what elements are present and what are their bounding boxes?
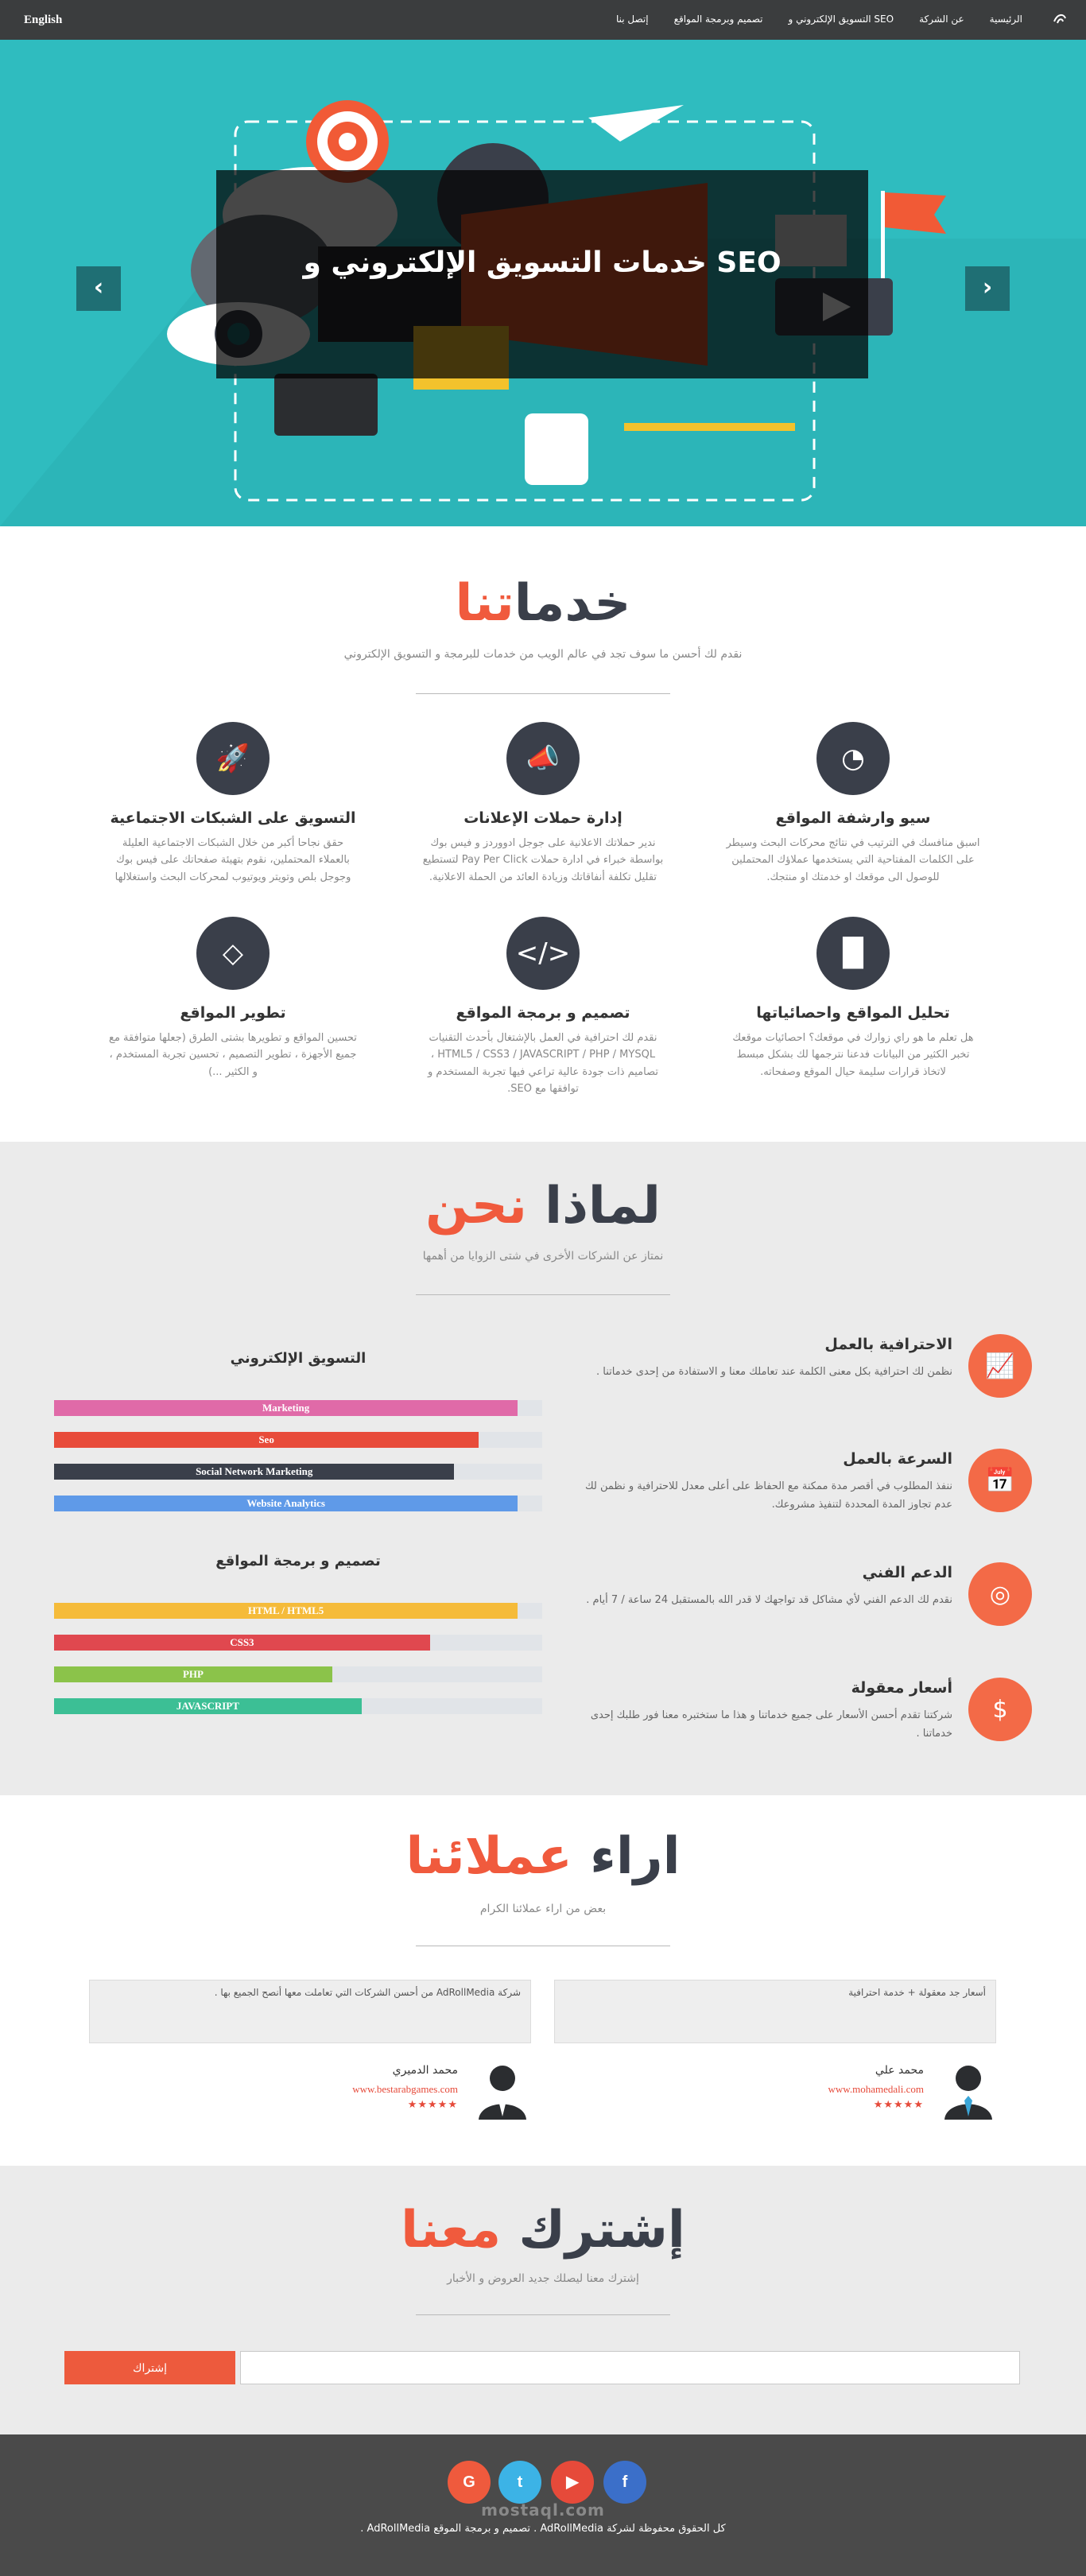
feature-title: الاحترافية بالعمل [824,1336,952,1353]
skill-fill: HTML / HTML5 [54,1603,518,1619]
service-text: تحسين المواقع و تطويرها بشتى الطرق (جعلها متوافقة مع جميع الأجهزة ، تطوير التصميم ، تحسين تجربة المستخدم ، و الكثير ...) [109,1032,357,1078]
avatar-icon [938,2059,999,2120]
service-text: ندير حملاتك الاعلانية على جوجل ادووردز و فيس بوك بواسطة خبراء في ادارة حملات Pay Per Click لتستطيع تقليل تكلفة أنفاقاتك وزيادة العائد من الحملة الاعلانية. [422,837,664,883]
bar-chart-icon: ▐▌ [816,917,890,990]
why-title-accent: نحن [425,1177,527,1236]
feature-text: نقدم لك الدعم الفني لأي مشاكل قد تواجهك لا قدر الله بالمستقبل 24 ساعة / 7 أيام . [586,1594,952,1606]
service-title: تصميم و برمجة المواقع [456,1004,630,1022]
testimonial-quote: شركة AdRollMedia من أحسن الشركات التي تعاملت معها أنصح الجميع بها . [89,1980,531,2043]
skill-fill: JAVASCRIPT [54,1698,362,1714]
money-icon: $ [968,1678,1032,1741]
menu-item-marketing-seo[interactable]: التسويق الإلكتروني و SEO [788,14,894,25]
service-title: إدارة حملات الإعلانات [463,809,623,827]
author-name: محمد علي [875,2064,924,2077]
copyright-text: كل الحقوق محفوظة لشركة AdRollMedia . تصميم و برمجة الموقع AdRollMedia . [360,2523,726,2535]
testimonials-subtitle: بعض من اراء عملائنا الكرام [479,1903,607,1915]
menu-item-home[interactable]: الرئيسية [989,14,1022,25]
service-ads-campaigns [416,722,670,886]
service-web-design [416,917,670,1098]
service-title: تحليل المواقع واحصائياتها [756,1004,950,1022]
testimonial-author [792,2059,999,2123]
feature-text: ننفذ المطلوب في أقصر مدة ممكنة مع الحفاظ على أعلى معدل للاحترافية و نظمن لك عدم تجاوز المدة المحددة لتنفيذ مشروعك. [584,1480,952,1511]
service-title: سيو وارشفة المواقع [775,809,931,827]
rating-stars: ★★★★★ [407,2099,458,2111]
skills-marketing-title: التسويق الإلكتروني [230,1350,367,1367]
why-divider [416,1294,670,1295]
speedometer-icon: ◔ [816,722,890,795]
testimonial-author [326,2059,533,2123]
rating-stars: ★★★★★ [873,2099,924,2111]
service-seo [726,722,980,886]
skill-bar [54,1400,542,1416]
service-text: نقدم لك احترافية في العمل بالإشتغال بأحدث التقنيات HTML5 / CSS3 / JAVASCRIPT / PHP / MYSQL ، تصاميم ذات جودة عالية تراعي فيها تجربة المستخدم و توافقها مع SEO. [427,1032,659,1096]
skill-bar [54,1603,542,1619]
hero-caption [216,170,868,378]
subscribe-title [0,2201,1086,2260]
menu-item-contact[interactable]: إتصل بنا [615,14,649,25]
skill-fill: Social Network Marketing [54,1464,454,1480]
diamond-icon: ◇ [196,917,270,990]
service-analytics [726,917,980,1080]
subscribe-title-dark: إشترك [518,2201,685,2260]
testimonials-title-dark: اراء [590,1827,681,1886]
facebook-icon[interactable]: f [603,2461,646,2504]
skill-bar [54,1698,542,1714]
why-title [0,1177,1086,1236]
menu-item-about[interactable]: عن الشركة [919,14,964,25]
skill-bar [54,1464,542,1480]
slider-next-button[interactable] [965,266,1010,311]
trend-chart-icon: 📈 [968,1334,1032,1398]
watermark: mostaql.com [481,2500,605,2520]
email-input[interactable] [240,2351,1020,2384]
language-switch-link[interactable]: English [24,14,63,26]
services-title-dark: خدما [514,574,631,633]
author-name: محمد الدميري [392,2064,458,2077]
skill-fill: Website Analytics [54,1496,518,1511]
lifebuoy-icon: ◎ [968,1562,1032,1626]
subscribe-subtitle: إشترك معنا ليصلك جديد العروض و الأخبار [447,2272,639,2285]
rocket-icon: 🚀 [196,722,270,795]
top-navbar [0,0,1086,40]
service-text: اسبق منافسك في الترتيب في نتائج محركات البحث وسيطر على الكلمات المفتاحية التي يستخدمها عملاؤك المحتملين للوصول الى موقعك او خدمتك او منتجك. [726,837,980,883]
code-icon: </> [506,917,580,990]
author-website-link[interactable]: www.mohamedali.com [828,2083,924,2095]
feature-title: السرعة بالعمل [843,1450,952,1468]
service-title: تطوير المواقع [180,1004,286,1022]
skill-fill: Seo [54,1432,479,1448]
why-title-dark: لماذا [545,1177,661,1236]
chevron-right-icon: › [982,274,993,301]
testimonials-title-accent: عملائنا [405,1827,572,1886]
service-title: التسويق على الشبكات الاجتماعية [110,809,356,827]
brand-logo-icon[interactable] [1051,10,1069,28]
main-menu [616,14,1022,25]
subscribe-button[interactable]: إشتراك [64,2351,235,2384]
subscribe-divider [416,2314,670,2315]
slider-prev-button[interactable] [76,266,121,311]
skill-fill: CSS3 [54,1635,430,1651]
avatar-icon [472,2059,533,2120]
menu-item-web-design[interactable]: تصميم وبرمجة المواقع [673,14,763,25]
skill-bar [54,1496,542,1511]
services-title [0,574,1086,633]
hero-title: خدمات التسويق الإلكتروني و SEO [303,246,782,279]
service-social-marketing [106,722,360,886]
subscribe-title-accent: معنا [401,2201,502,2260]
calendar-icon: 📅 [968,1449,1032,1512]
skill-fill: PHP [54,1666,332,1682]
skill-bar [54,1432,542,1448]
services-subtitle: نقدم لك أحسن ما سوف تجد في عالم الويب من خدمات للبرمجة و التسويق الإلكتروني [343,648,743,661]
testimonial-quote: أسعار جد معقولة + خدمة احترافية [554,1980,996,2043]
service-web-development [106,917,360,1080]
services-divider [416,693,670,694]
feature-text: شركتنا تقدم أحسن الأسعار على جميع خدماتنا و هذا ما ستختبره معنا فور طلبك إحدى خدماتنا . [590,1709,952,1740]
service-text: حقق نجاحا أكبر من خلال الشبكات الاجتماعية العليلة بالعملاء المحتملين، نقوم بتهيئة صفحاتك على فيس بوك وجوجل بلص وتويتر ويوتيوب لمحركات البحث واستغلالها [114,837,351,883]
skills-webdev-title: تصميم و برمجة المواقع [215,1553,381,1569]
feature-title: أسعار معقولة [851,1679,952,1697]
skill-bar [54,1635,542,1651]
author-website-link[interactable]: www.bestarabgames.com [352,2083,458,2095]
chevron-left-icon: ‹ [93,274,104,301]
hero-slider [0,40,1086,526]
skill-bar [54,1666,542,1682]
why-subtitle: نمتاز عن الشركات الأخرى في شتى الزوايا من أهمها [422,1250,664,1263]
skill-fill: Marketing [54,1400,518,1416]
services-title-accent: تنا [455,574,514,633]
service-text: هل تعلم ما هو راي زوارك في موقعك؟ احصائيات موقعك تخبر الكثير من البيانات فدعنا نترجمها لك بشكل مبسط لاتخاذ قرارات سليمة حيال الموقع وصفحاته. [732,1032,974,1078]
megaphone-icon: 📣 [506,722,580,795]
feature-title: الدعم الفني [862,1564,952,1581]
twitter-icon[interactable]: t [498,2461,541,2504]
feature-text: نظمن لك احترافية بكل معنى الكلمة عند تعاملك معنا و الاستفادة من إحدى خدماتنا . [596,1366,952,1378]
google-plus-icon[interactable]: G [448,2461,491,2504]
youtube-icon[interactable]: ▶ [551,2461,594,2504]
testimonials-title [0,1827,1086,1886]
